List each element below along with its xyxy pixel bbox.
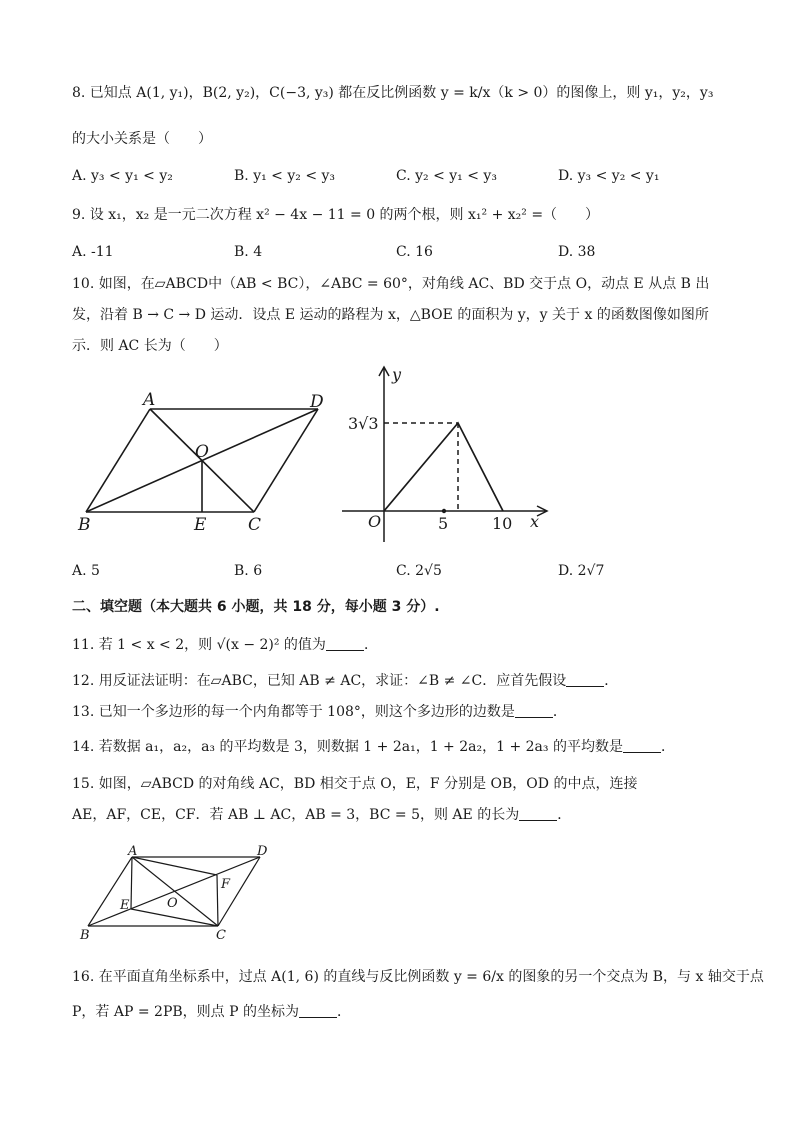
q10-option-c: C. 2√5	[396, 563, 442, 579]
side-ab	[88, 857, 132, 926]
q10-option-d: D. 2√7	[558, 563, 605, 579]
label-e: E	[194, 515, 207, 535]
q10-function-graph	[340, 362, 555, 547]
question-12-text: 12. 用反证法证明：在▱ABC，已知 AB ≠ AC，求证：∠B ≠ ∠C．应首先假设	[72, 673, 567, 689]
question-13-text: 13. 已知一个多边形的每一个内角都等于 108°，则这个多边形的边数是	[72, 704, 515, 720]
question-14: 14. 若数据 a₁，a₂，a₃ 的平均数是 3，则数据 1 + 2a₁，1 + 2a₂，1 + 2a₃ 的平均数是 ．	[72, 739, 675, 755]
question-15-line-1: 15. 如图，▱ABCD 的对角线 AC，BD 相交于点 O，E，F 分别是 OB，OD 的中点，连接	[72, 776, 638, 792]
question-9-line-1: 9. 设 x₁，x₂ 是一元二次方程 x² − 4x − 11 = 0 的两个根，则 x₁² + x₂² =（ ）	[72, 207, 600, 223]
graph-origin-label: O	[368, 512, 382, 531]
question-10-line-3: 示．则 AC 长为（ ）	[72, 338, 228, 354]
q15-answer-blank[interactable]	[519, 806, 557, 821]
side-cd	[254, 409, 318, 512]
question-8-line-1: 8. 已知点 A(1, y₁)，B(2, y₂)，C(−3, y₃) 都在反比例函数 y = k/x（k > 0）的图像上，则 y₁，y₂，y₃	[72, 85, 714, 101]
question-9-options	[72, 244, 732, 268]
question-16-text: P，若 AP = 2PB，则点 P 的坐标为	[72, 1004, 299, 1020]
graph-x-label: x	[530, 512, 540, 531]
label-a: A	[128, 844, 138, 859]
segment-cf	[217, 875, 218, 926]
q9-option-c: C. 16	[396, 244, 433, 260]
q8-option-d: D. y₃ < y₂ < y₁	[558, 168, 660, 184]
section-2-title: 二、填空题（本大题共 6 小题，共 18 分，每小题 3 分）.	[72, 599, 440, 615]
q13-answer-blank[interactable]	[515, 703, 553, 718]
segment-af	[132, 857, 217, 875]
q8-option-a: A. y₃ < y₁ < y₂	[72, 168, 173, 184]
question-11: 11. 若 1 < x < 2，则 √(x − 2)² 的值为 ．	[72, 637, 378, 653]
graph-xtick-5: 5	[438, 514, 449, 533]
question-14-text: 14. 若数据 a₁，a₂，a₃ 的平均数是 3，则数据 1 + 2a₁，1 + 2a₂，1 + 2a₃ 的平均数是	[72, 739, 623, 755]
label-b: B	[80, 928, 90, 943]
diagonal-bd	[88, 857, 260, 926]
q10-option-b: B. 6	[234, 563, 263, 579]
question-16-line-2: P，若 AP = 2PB，则点 P 的坐标为 ．	[72, 1004, 351, 1020]
segment-ce	[131, 909, 218, 926]
label-c: C	[248, 515, 262, 535]
tick-dot-5	[442, 509, 446, 513]
label-d: D	[310, 392, 324, 412]
q15-parallelogram-figure	[74, 843, 274, 943]
question-12: 12. 用反证法证明：在▱ABC，已知 AB ≠ AC，求证：∠B ≠ ∠C．应首先假设 ．	[72, 673, 619, 689]
question-8-line-2: 的大小关系是（ ）	[72, 131, 212, 147]
question-16-line-1: 16. 在平面直角坐标系中，过点 A(1, 6) 的直线与反比例函数 y = 6/x 的图象的另一个交点为 B，与 x 轴交于点	[72, 969, 764, 985]
question-10-line-1: 10. 如图，在▱ABCD中（AB < BC），∠ABC = 60°，对角线 AC、BD 交于点 O，动点 E 从点 B 出	[72, 276, 710, 292]
graph-y-label: y	[392, 365, 402, 384]
q8-option-c: C. y₂ < y₁ < y₃	[396, 168, 497, 184]
q10-option-a: A. 5	[72, 563, 100, 579]
q16-answer-blank[interactable]	[299, 1003, 337, 1018]
label-c: C	[216, 928, 226, 943]
question-8-options	[72, 168, 732, 192]
question-15-line-2: AE，AF，CE，CF．若 AB ⊥ AC，AB = 3，BC = 5，则 AE 的长为 ．	[72, 807, 572, 823]
q9-option-b: B. 4	[234, 244, 263, 260]
q8-option-b: B. y₁ < y₂ < y₃	[234, 168, 336, 184]
label-a: A	[143, 390, 156, 410]
function-curve	[384, 423, 503, 511]
label-f: F	[221, 877, 231, 892]
q14-answer-blank[interactable]	[623, 738, 661, 753]
label-e: E	[120, 898, 130, 913]
q9-option-a: A. -11	[72, 244, 114, 260]
question-15-text: AE，AF，CE，CF．若 AB ⊥ AC，AB = 3，BC = 5，则 AE 的长为	[72, 807, 520, 823]
label-o: O	[195, 442, 209, 462]
segment-ae	[131, 857, 132, 909]
question-10-options	[72, 563, 732, 587]
q12-answer-blank[interactable]	[566, 672, 604, 687]
q9-option-d: D. 38	[558, 244, 596, 260]
side-ab	[86, 409, 150, 512]
label-o: O	[167, 896, 178, 911]
question-13: 13. 已知一个多边形的每一个内角都等于 108°，则这个多边形的边数是 ．	[72, 704, 567, 720]
question-11-text: 11. 若 1 < x < 2，则 √(x − 2)² 的值为	[72, 637, 326, 653]
graph-xtick-10: 10	[492, 514, 513, 533]
question-10-line-2: 发，沿着 B → C → D 运动．设点 E 运动的路程为 x，△BOE 的面积为 y，y 关于 x 的函数图像如图所	[72, 307, 709, 323]
label-d: D	[257, 844, 268, 859]
q10-parallelogram-figure	[70, 385, 340, 535]
q11-answer-blank[interactable]	[326, 636, 364, 651]
label-b: B	[78, 515, 91, 535]
graph-ytick-label: 3√3	[348, 414, 379, 433]
